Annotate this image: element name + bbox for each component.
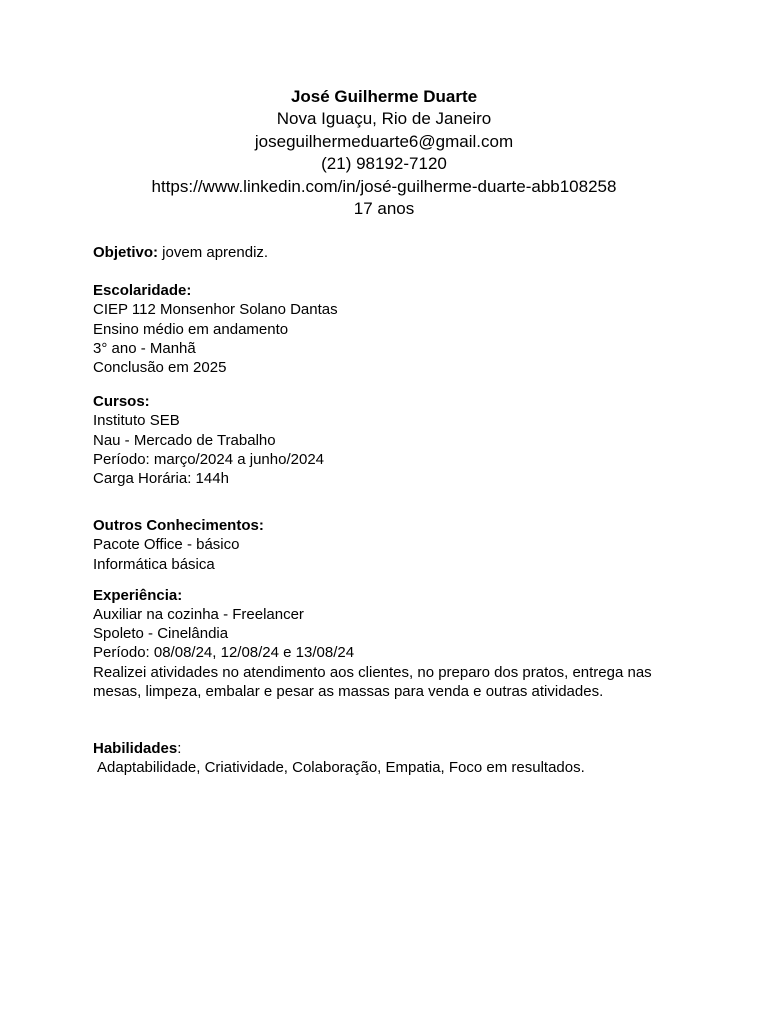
objective-value: jovem aprendiz. (158, 244, 269, 261)
skills-section (93, 739, 693, 777)
objective-section (93, 243, 693, 262)
skills-value: Adaptabilidade, Criatividade, Colaboração, Empatia, Foco em resultados. (97, 759, 585, 777)
courses-line: Carga Horária: 144h (93, 470, 229, 488)
other-knowledge-line: Pacote Office - básico (93, 536, 240, 554)
skills-label: Habilidades (93, 740, 178, 758)
candidate-location: Nova Iguaçu, Rio de Janeiro (276, 109, 492, 128)
experience-line: Período: 08/08/24, 12/08/24 e 13/08/24 (93, 644, 355, 662)
resume-header (0, 85, 768, 221)
education-line: Ensino médio em andamento (93, 320, 289, 338)
courses-line: Nau - Mercado de Trabalho (93, 431, 276, 449)
courses-line: Período: março/2024 a junho/2024 (93, 450, 324, 468)
education-line: Conclusão em 2025 (93, 359, 227, 377)
courses-label: Cursos: (93, 393, 150, 411)
candidate-email: joseguilhermeduarte6@gmail.com (254, 131, 514, 151)
education-section (93, 281, 693, 377)
other-knowledge-section (93, 516, 693, 574)
candidate-linkedin: https://www.linkedin.com/in/josé-guilherme-duarte-abb108258 (151, 176, 617, 196)
other-knowledge-line: Informática básica (93, 555, 215, 573)
experience-section (93, 586, 693, 701)
candidate-phone: (21) 98192-7120 (321, 154, 447, 174)
candidate-age: 17 anos (353, 199, 415, 219)
skills-heading (93, 739, 693, 758)
education-line: CIEP 112 Monsenhor Solano Dantas (93, 301, 338, 319)
other-knowledge-label: Outros Conhecimentos: (93, 517, 264, 535)
education-line: 3° ano - Manhã (93, 339, 196, 357)
experience-line: Spoleto - Cinelândia (93, 625, 229, 643)
courses-section (93, 392, 693, 488)
resume-body (93, 243, 693, 777)
candidate-name: José Guilherme Duarte (290, 87, 478, 106)
experience-label: Experiência: (93, 586, 183, 604)
courses-line: Instituto SEB (93, 412, 180, 430)
skills-colon: : (177, 740, 182, 758)
experience-description: Realizei atividades no atendimento aos clientes, no preparo dos pratos, entrega nas mesas, limpeza, embalar e pesar as massas para venda e outras atividades. (93, 663, 652, 700)
objective-label: Objetivo: (93, 244, 159, 261)
education-label: Escolaridade: (93, 282, 192, 300)
experience-line: Auxiliar na cozinha - Freelancer (93, 606, 304, 624)
